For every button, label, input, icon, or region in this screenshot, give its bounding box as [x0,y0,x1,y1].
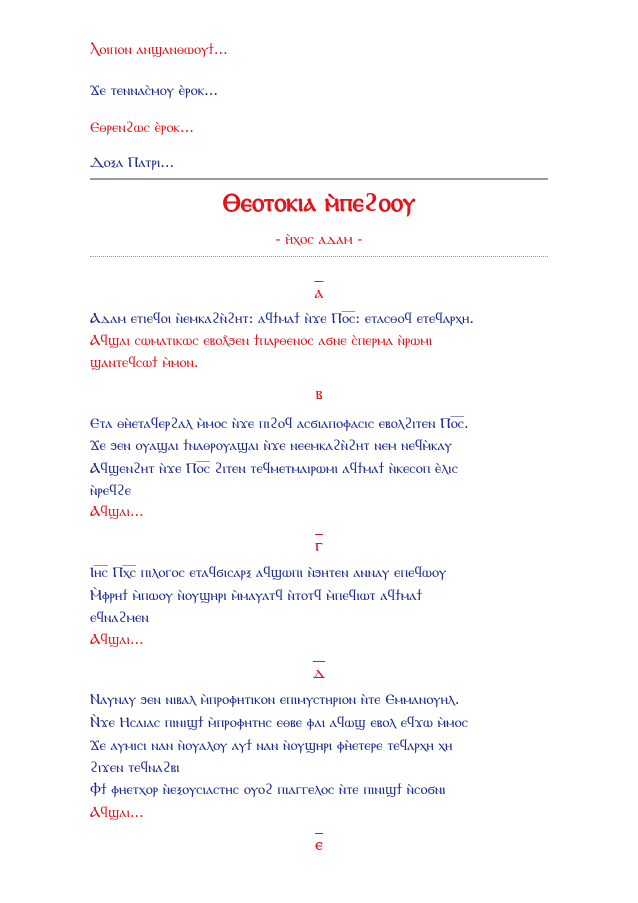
section-line: Ⲓⲏ̅ⲥ̅ Ⲡⲭ̅ⲥ̅ ⲡⲓⲗⲟⲅⲟⲥ ⲉⲧⲁϥϭⲓⲥⲁⲣⲝ ⲁϥϣⲱⲡⲓ ⲛ̀ϧⲏⲧⲉⲛ ⲁⲛⲛⲁⲩ ⲉⲡⲉϥⲱⲟⲩ [90,565,447,581]
page-subtitle: - ⲏ̀ⲭⲟⲥ ⲁⲇⲁⲙ - [275,230,363,248]
section-number: ⲉ [315,834,323,855]
section-number: ⲁ [314,282,324,303]
intro-line-2: Ϫⲉ ⲧⲉⲛⲛⲁⲥ̀ⲙⲟⲩ ⲉ̀ⲣⲟⲕ... [90,83,219,99]
section-line: Ⲁϥϣⲉⲛϩⲏⲧ ⲛ̀ϫⲉ Ⲡⲟ̅ⲥ̅ ϩⲓⲧⲉⲛ ⲧⲉϥⲙⲉⲧⲙⲁⲓⲣⲱⲙⲓ ⲁϥϯⲙⲁϯ ⲛ̀ⲕⲉⲥⲟⲡ ⲉ̀ⲗⲓⲥ [90,461,458,477]
section-line: ϣⲁⲛⲧⲉϥⲥⲱϯ ⲙ̀ⲙⲟⲛ. [90,355,199,371]
section-line: Ⲫϯ ⲫⲏⲉⲧⲭⲟⲣ ⲛ̀ⲉⲝⲟⲩⲥⲓⲁⲥⲧⲏⲥ ⲟⲩⲟϩ ⲡⲓⲁⲅⲅⲉⲗⲟⲥ ⲛ̀ⲧⲉ ⲡⲓⲛⲓϣϯ ⲛ̀ⲥⲟϭⲛⲓ [90,782,446,798]
page-title: Ⲑⲉⲟⲧⲟⲕⲓⲁ ⲙ̀ⲡⲉϩⲟⲟⲩ [222,188,416,217]
section-line: Ⲛⲁⲩⲛⲁⲩ ϧⲉⲛ ⲛⲓⲃⲁⲗ ⲙ̀ⲡⲣⲟⲫⲏⲧⲓⲕⲟⲛ ⲉⲡⲓⲙⲩⲥⲧⲏⲣⲓⲟⲛ ⲛ̀ⲧⲉ Ⲉⲙⲙⲁⲛⲟⲩⲏⲗ. [90,692,460,708]
section-line: Ⲁϥϣⲁⲓ... [90,805,144,821]
section-line: ϩⲓϫⲉⲛ ⲧⲉϥⲛⲁϩⲃⲓ [90,760,180,776]
section-line: Ⲁⲇⲁⲙ ⲉⲧⲓⲉϥⲟⲓ ⲛ̀ⲉⲙⲕⲁϩⲛ̀ϩⲏⲧ: ⲁϥϯⲙⲁϯ ⲛ̀ϫⲉ Ⲡⲟ̅ⲥ̅: ⲉⲧⲁⲥⲑⲟϥ ⲉⲧⲉϥⲁⲣⲭⲏ. [90,311,474,327]
section-number: ⲇ [312,662,326,683]
section-line: Ⲉⲧⲁ ⲑⲏ̀ⲉⲧⲁϥⲉⲣϩⲁⲗ ⲙ̀ⲙⲟⲥ ⲛ̀ϫⲉ ⲡⲓϩⲟϥ ⲁⲥϭⲓⲁⲡⲟⲫⲁⲥⲓⲥ ⲉⲃⲟⲗϩⲓⲧⲉⲛ Ⲡⲟ̅ⲥ̅. [90,416,469,432]
section-line: Ⲁϥϣⲁⲓ... [90,504,144,520]
divider-top [90,178,548,180]
section-number: ⲃ [315,383,323,404]
section-line: Ⲁϥϣⲁⲓ... [90,632,144,648]
section-line: Ⲙ̀ⲫⲣⲏϯ ⲙ̀ⲡⲱⲟⲩ ⲛ̀ⲟⲩϣⲏⲣⲓ ⲙ̀ⲙⲁⲩⲁⲧϥ ⲛ̀ⲧⲟⲧϥ ⲙ̀ⲡⲉϥⲓⲱⲧ ⲁϥϯⲙⲁϯ [90,588,423,604]
section-line: ⲛ̀ⲣⲉϥϩⲉ [90,483,132,499]
section-line: Ⲁϥϣⲁⲓ ⲥⲱⲙⲁⲧⲓⲕⲱⲥ ⲉⲃⲟⲗ̀ϧⲉⲛ ϯⲡⲁⲣⲑⲉⲛⲟⲥ ⲁϭⲛⲉ ⲥ̀ⲡⲉⲣⲙⲁ ⲛ̀ⲣⲱⲙⲓ [90,333,433,349]
section-line: Ⲛ̀ϫⲉ Ⲏⲥⲁⲓⲁⲥ ⲡⲓⲛⲓϣϯ ⲙ̀ⲡⲣⲟⲫⲏⲧⲏⲥ ⲉⲑⲃⲉ ⲫⲁⲓ ⲁϥⲱϣ ⲉⲃⲟⲗ ⲉϥϫⲱ ⲙ̀ⲙⲟⲥ [90,715,469,731]
section-line: Ϫⲉ ϧⲉⲛ ⲟⲩⲁϣⲁⲓ ϯⲛⲁⲑⲣⲟⲩⲁϣⲁⲓ ⲛ̀ϫⲉ ⲛⲉⲉⲙⲕⲁϩⲛ̀ϩⲏⲧ ⲛⲉⲙ ⲛⲉϥⲙ̀ⲕⲁⲩ [90,438,452,454]
intro-line-4: Ⲇⲟⲝⲁ Ⲡⲁⲧⲣⲓ... [90,155,175,171]
divider-bottom [90,256,548,257]
intro-line-1: Ⲗⲟⲓⲡⲟⲛ ⲁⲛϣⲁⲛⲑⲱⲟⲩϯ... [90,42,228,58]
section-line: ⲉϥⲛⲁϩⲙⲉⲛ [90,610,149,626]
section-number: ⲅ [315,535,323,556]
intro-line-3: Ⲉⲑⲣⲉⲛϩⲱⲥ ⲉ̀ⲣⲟⲕ... [90,120,194,136]
section-line: Ϫⲉ ⲁⲩⲙⲓⲥⲓ ⲛⲁⲛ ⲛ̀ⲟⲩⲁⲗⲟⲩ ⲁⲩϯ ⲛⲁⲛ ⲛ̀ⲟⲩϣⲏⲣⲓ ⲫⲏ̀ⲉⲧⲉⲣⲉ ⲧⲉϥⲁⲣⲭⲏ ⲭⲏ [90,738,453,754]
